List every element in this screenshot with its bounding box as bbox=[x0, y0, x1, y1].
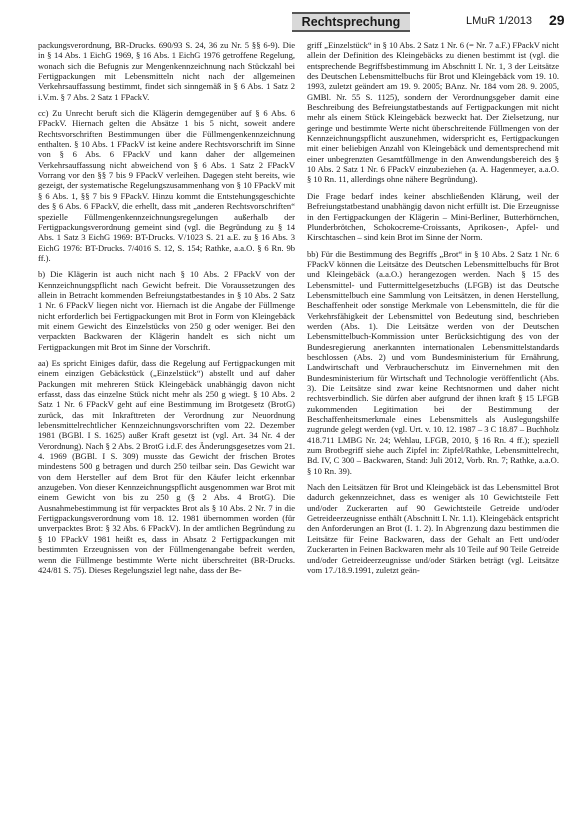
paragraph: packungsverordnung, BR-Drucks. 690/93 S. 24, 36 zu Nr. 5 §§ 6-9). Die in § 14 Abs. 1 EichG 1969, § 16 Abs. 1 EichG 1976 getroffene Regelung, wonach sich die Befugnis zur Mengenkennzeichnung nach Stückzahl bei Fertigpackungen mit Lebensmitteln nicht nach der allgemeinen Verkehrsauffassung bestimmt, findet sich sinngemäß in § 6 Abs. 1 Satz 2 i.V.m. § 7 Abs. 2 Satz 1 FPackV. bbox=[38, 40, 295, 102]
paragraph: Die Frage bedarf indes keiner abschließenden Klärung, weil der Befreiungstatbestand unabhängig davon nicht erfüllt ist. Die Erzeugnisse in den Fertigpackungen der Klägerin – Mini-Berliner, Butterhörnchen, Plunderbrötchen, Schokocreme-Croissants, Aprikosen-, Apfel- und Kirschtaschen – sind kein Brot im Sinne der Norm. bbox=[307, 190, 559, 243]
paragraph: cc) Zu Unrecht beruft sich die Klägerin demgegenüber auf § 6 Abs. 6 FPackV. Hiernach gelten die Absätze 1 bis 5 nicht, soweit andere Rechtsvorschriften Bestimmungen über die Füllmengenkennzeichnung enthalten. § 10 Abs. 1 FPackV ist keine andere Rechtsvorschrift im Sinne von § 6 Abs. 6 FPackV und kann daher der allgemeinen Verkehrsauffassung nicht abweichend von § 6 Abs. 1 Satz 2 FPackV Vorrang vor den §§ 7 bis 9 FPackV verleihen. Dagegen steht bereits, wie gezeigt, der systematische Regelungszusammenhang von § 10 FPackV mit § 6 Abs. 1, §§ 7 bis 9 FPackV. Hinzu kommt die Entstehungsgeschichte des § 6 Abs. 6 FPackV, die erhellt, dass mit „anderen Rechtsvorschriften“ spezielle Füllmengenkennzeichnungsregelungen außerhalb der Fertigpackungsverordnung gemeint sind (vgl. die Begründung zu § 14 Abs. 1 Satz 3 EichG 1969: BT-Drucks. V/1023 S. 21 a.E. zu § 16 Abs. 3 EichG 1976: BT-Drucks. 7/4016 S. 12, S. 154; Rathke, a.a.O. § 6 Rn. 9b ff.). bbox=[38, 108, 295, 263]
section-title: Rechtsprechung bbox=[292, 12, 410, 32]
journal-issue: LMuR 1/2013 bbox=[466, 15, 533, 27]
right-column bbox=[307, 40, 559, 822]
paragraph: aa) Es spricht Einiges dafür, dass die Regelung auf Fertigpackungen mit einem einzigen Gebäckstück („Einzelstück“) abstellt und auf daher Packungen mit mehreren Stück Kleingebäck unabhängig davon nicht erfasst, dass das einzelne Stück nicht mehr als 250 g wiegt. § 10 Abs. 2 Satz 1 Nr. 6 FPackV geht auf eine Bestimmung im Brotgesetz (BrotG) zurück, das mit Inkrafttreten der Verordnung zur Neuordnung lebensmittelrechtlicher Kennzeichnungsvorschriften vom 22. Dezember 1981 (BGBl. I S. 1625) außer Kraft gesetzt ist (vgl. Art. 34 Nr. 4 der Verordnung). Nach § 2 Abs. 2 BrotG i.d.F. des Änderungsgesetzes vom 21. 4. 1969 (BGBl. I S. 309) musste das Gewicht der frischen Brotes mindestens 500 g betragen und durch 250 teilbar sein. Das Gewicht war von dem Hersteller auf dem Brot für den Käufer leicht erkennbar anzugeben. Von dieser Kennzeichnungspflicht ausgenommen war Brot mit einem Gewicht von bis zu 250 g (§ 2 Abs. 4 BrotG). Die Ausnahmebestimmung ist für verpacktes Brot als § 10 Abs. 2 Nr. 7 in die Fertigpackungsverordnung vom 18. 12. 1981 übernommen worden (für unverpacktes Brot: § 32 Abs. 6 FPackV). In der amtlichen Begründung zu § 10 FPackV 1981 heißt es, dass in Absatz 2 Fertigpackungen mit bestimmten Erzeugnissen von der Füllmengenangabe befreit werden, wenn die Füllmenge bestimmte Werte nicht überschreitet (BR-Drucks. 424/81 S. 75). Dieses Regelungsziel legt nahe, dass der Be- bbox=[38, 357, 295, 575]
paragraph: Nach den Leitsätzen für Brot und Kleingebäck ist das Lebensmittel Brot dadurch gekennzeichnet, dass es weniger als 10 Gewichtsteile Fett und/oder Zuckerarten auf 90 Gewichtsteile Getreide und/oder Getreideerzeugnisse enthält (Abschnitt I. Nr. 1.1). Kleingebäck entspricht den Anforderungen an Brot (I. 1. 2). In Abgrenzung dazu bestimmen die Leitsätze für Feine Backwaren, dass der Gehalt an Fett und/oder Zuckerarten in Feinen Backwaren mehr als 10 Teile auf 90 Teile Getreide und/oder Getreideerzeugnisse und/oder Stärken beträgt (vgl. Leitsätze vom 17./18.9.1991, zuletzt geän- bbox=[307, 482, 559, 575]
paragraph: b) Die Klägerin ist auch nicht nach § 10 Abs. 2 FPackV von der Kennzeichnungspflicht nach Gewicht befreit. Die Voraussetzungen des allein in Betracht kommenden Befreiungstatbestandes in § 10 Abs. 2 Satz 1 Nr. 6 FPackV liegen nicht vor. Hiernach ist die Angabe der Füllmenge nicht erforderlich bei Fertigpackungen mit Brot in Form von Kleingebäck mit einem Gewicht des Einzelstücks von 250 g oder weniger. Bei den verpackten Backwaren der Klägerin handelt es sich nicht um Fertigpackungen mit Brot im Sinne der Vorschrift. bbox=[38, 269, 295, 352]
paragraph: griff „Einzelstück“ in § 10 Abs. 2 Satz 1 Nr. 6 (= Nr. 7 a.F.) FPackV nicht allein der Definition des Kleingebäcks zu dienen bestimmt ist (vgl. die entsprechende Begriffsbestimmung im Abschnitt I. Nr. 1, 3 der Leitsätze des Deutschen Lebensmittelbuchs für Brot und Kleingebäck vom 19. 10. 1993, zuletzt geändert am 19. 9. 2005; BAnz. Nr. 184 vom 28. 9. 2005, GMBl. Nr. 55 S. 1125), sondern der Verordnungsgeber damit eine Beschreibung des Befreiungstatbestands auf Fertigpackungen mit nicht mehr als einem Stück Kleingebäck bezweckt hat. Der Zielsetzung, nur geringe und bestimmte Werte nicht überschreitende Füllmengen von der Kennzeichnungspflicht auszunehmen, widerspricht es, Fertigpackungen mit einer beliebigen Anzahl von Kleingebäck und dementsprechend mit einer unbegrenzten Gesamtfüllmenge in den Anwendungsbereich des § 10 Abs. 2 Satz 1 Nr. 6 FPackV einzubeziehen (a. A. Hagenmeyer, a.a.O. § 10 Rn. 11, allerdings ohne nähere Begründung). bbox=[307, 40, 559, 185]
paragraph: bb) Für die Bestimmung des Begriffs „Brot“ in § 10 Abs. 2 Satz 1 Nr. 6 FPackV können die Leitsätze des Deutschen Lebensmittelbuchs für Brot und Kleingebäck (a.a.O.) herangezogen werden. Nach § 15 des Lebensmittel- und Futtermittelgesetzbuchs (LFGB) ist das Deutsche Lebensmittelbuch eine Sammlung von Leitsätzen, in denen Herstellung, Beschaffenheit oder sonstige Merkmale von Lebensmitteln, die für die Verkehrsfähigkeit der Lebensmittel von Bedeutung sind, beschrieben werden (Abs. 1). Die Leitsätze werden von der Deutschen Lebensmittelbuch-Kommission unter Berücksichtigung des von der Bundesregierung anerkannten internationalen Lebensmittelstandards beschlossen (Abs. 2) und vom Bundesministerium für Ernährung, Landwirtschaft und Verbraucherschutz im Einvernehmen mit den Bundesministerium für Wirtschaft und Technologie veröffentlicht (Abs. 3). Die Leitsätze sind zwar keine Rechtsnormen und daher nicht rechtsverbindlich. Sie dürfen aber aufgrund der ihnen kraft § 15 LFGB zukommenden Legitimation bei der Bestimmung der Beschaffenheitsmerkmale eines Lebensmittels als Auslegungshilfe zugrunde gelegt werden (vgl. Urt. v. 10. 12. 1987 – 3 C 18.87 – Buchholz 418.711 LMBG Nr. 24; Wehlau, LFGB, 2010, § 16 Rn. 4 ff.); speziell zum Brotbegriff siehe auch Zipfel in: Zipfel/Rathke, Lebensmittelrecht, Bd. IV, C 300 – Backwaren, Stand: Juli 2012, Vorb. Rn. 7; Rathke, a.a.O. § 10 Rn. 39). bbox=[307, 248, 559, 476]
left-column bbox=[38, 40, 295, 822]
page-number: 29 bbox=[549, 12, 565, 28]
